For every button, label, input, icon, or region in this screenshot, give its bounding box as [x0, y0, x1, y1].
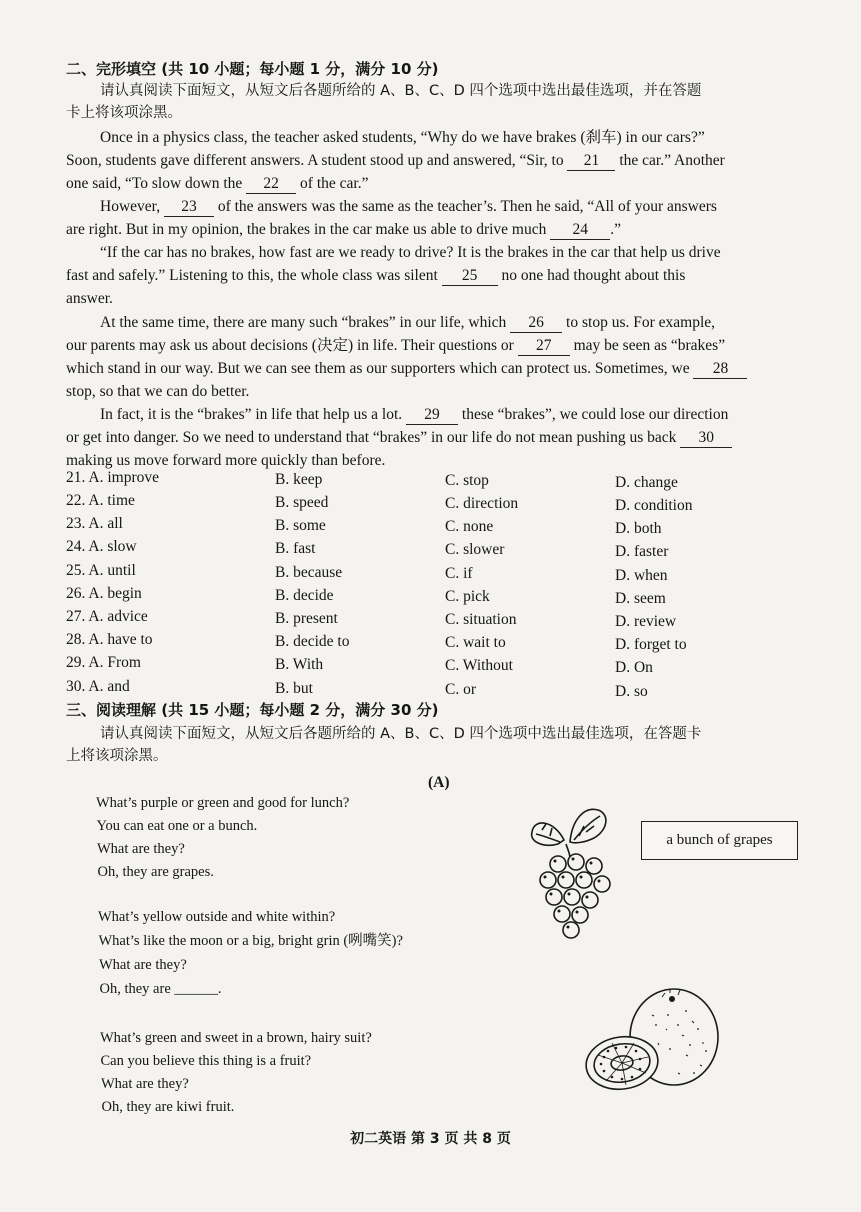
text: of the car.”	[300, 175, 369, 192]
poem-s3-line-3: What are they?	[101, 1076, 189, 1092]
blank-27: 27	[518, 337, 570, 356]
section2-title: 二、完形填空	[66, 60, 157, 78]
passage-line-4	[100, 195, 717, 218]
passage-line-6: “If the car has no brakes, how fast are we ready to drive? It is the brakes in the car that help us drive	[100, 244, 721, 261]
text: In fact, it is the “brakes” in life that help us a lot.	[100, 406, 403, 423]
option-22-d: D. condition	[615, 497, 693, 514]
text: these “brakes”, we could lose our direction	[461, 406, 729, 423]
option-30-c: C. or	[445, 681, 476, 698]
option-25-b: B. because	[275, 564, 343, 581]
grapes-icon	[524, 800, 624, 945]
section2-instruction-1: 请认真阅读下面短文，从短文后各题所给的 A、B、C、D 四个选项中选出最佳选项，并在答题	[100, 83, 702, 99]
poem-s1-line-1: What’s purple or green and good for lunch?	[96, 795, 350, 811]
blank-25: 25	[442, 267, 498, 286]
option-30-a: 30. A. and	[66, 678, 130, 695]
passage-line-5	[66, 218, 621, 241]
option-27-a: 27. A. advice	[66, 608, 148, 625]
text: However,	[100, 198, 161, 215]
part-a-label: (A)	[428, 774, 450, 791]
blank-22: 22	[246, 175, 296, 194]
option-26-c: C. pick	[445, 588, 490, 605]
option-27-d: D. review	[615, 613, 677, 630]
text: may be seen as “brakes”	[573, 337, 726, 354]
text: At the same time, there are many such “brakes” in our life, which	[100, 314, 507, 331]
option-22-c: C. direction	[445, 495, 519, 512]
option-25-d: D. when	[615, 567, 668, 584]
poem-s3-line-4: Oh, they are kiwi fruit.	[101, 1099, 235, 1115]
section3-note: (共 15 小题；每小题 2 分，满分 30 分)	[161, 701, 439, 719]
poem-s1-line-4: Oh, they are grapes.	[97, 864, 214, 880]
section2-note: (共 10 小题；每小题 1 分，满分 10 分)	[161, 60, 439, 78]
option-26-a: 26. A. begin	[66, 585, 142, 602]
blank-23: 23	[164, 198, 214, 217]
option-24-b: B. fast	[275, 540, 316, 557]
text: of the answers was the same as the teacher’s. Then he said, “All of your answers	[217, 198, 717, 215]
text: or get into danger. So we need to understand that “brakes” in our life do not mean pushing us back	[66, 429, 677, 446]
page-footer: 初二英语 第 3 页 共 8 页	[350, 1131, 511, 1147]
blank-24: 24	[550, 221, 610, 240]
option-24-c: C. slower	[445, 541, 505, 558]
option-23-a: 23. A. all	[66, 515, 123, 532]
option-21-d: D. change	[615, 474, 678, 491]
passage-line-11	[66, 357, 747, 380]
poem-s2-line-3: What are they?	[99, 957, 187, 973]
option-28-c: C. wait to	[445, 634, 506, 651]
section3-instruction-2: 上将该项涂黑。	[66, 748, 168, 764]
passage-line-2	[66, 149, 725, 172]
passage-line-12: stop, so that we can do better.	[66, 383, 250, 400]
grape-label-box: a bunch of grapes	[641, 821, 798, 860]
option-29-b: B. With	[275, 656, 324, 673]
section3-instruction-1: 请认真阅读下面短文，从短文后各题所给的 A、B、C、D 四个选项中选出最佳选项，在答题卡	[100, 726, 702, 742]
option-26-b: B. decide	[275, 587, 334, 604]
option-23-c: C. none	[445, 518, 494, 535]
option-23-b: B. some	[275, 517, 326, 534]
option-29-d: D. On	[615, 659, 653, 676]
section2-instruction-2: 卡上将该项涂黑。	[66, 105, 182, 121]
poem-s1-line-2: You can eat one or a bunch.	[96, 818, 258, 834]
section3-title: 三、阅读理解	[66, 701, 157, 719]
poem-s2-line-2: What’s like the moon or a big, bright grin (咧嘴笑)?	[98, 933, 403, 949]
option-25-c: C. if	[445, 565, 473, 582]
passage-line-9	[100, 311, 715, 334]
option-25-a: 25. A. until	[66, 562, 136, 579]
blank-29: 29	[406, 406, 458, 425]
text: our parents may ask us about decisions (决定) in life. Their questions or	[66, 337, 514, 354]
text: Soon, students gave different answers. A student stood up and answered, “Sir, to	[66, 152, 564, 169]
option-29-c: C. Without	[445, 657, 513, 674]
passage-line-10	[66, 334, 725, 357]
text: one said, “To slow down the	[66, 175, 243, 192]
blank-21: 21	[567, 152, 615, 171]
blank-26: 26	[510, 314, 562, 333]
passage-line-15: making us move forward more quickly than before.	[66, 452, 386, 469]
option-24-a: 24. A. slow	[66, 538, 137, 555]
passage-line-7	[66, 264, 685, 287]
section2-heading	[66, 58, 438, 81]
poem-s2-line-1: What’s yellow outside and white within?	[98, 909, 336, 925]
option-23-d: D. both	[615, 520, 662, 537]
section3-heading	[66, 699, 438, 722]
option-26-d: D. seem	[615, 590, 666, 607]
option-22-b: B. speed	[275, 494, 329, 511]
option-28-b: B. decide to	[275, 633, 350, 650]
text: .”	[610, 221, 622, 238]
option-22-a: 22. A. time	[66, 492, 135, 509]
option-27-c: C. situation	[445, 611, 517, 628]
passage-line-14	[66, 426, 732, 449]
poem-s2-line-4: Oh, they are ______.	[99, 981, 222, 997]
text: fast and safely.” Listening to this, the whole class was silent	[66, 267, 438, 284]
kiwi-fruit-icon	[582, 985, 722, 1100]
option-24-d: D. faster	[615, 543, 669, 560]
passage-line-13	[100, 403, 728, 426]
option-21-a: 21. A. improve	[66, 469, 159, 486]
option-30-b: B. but	[275, 680, 313, 697]
blank-28: 28	[693, 360, 747, 379]
option-28-d: D. forget to	[615, 636, 687, 653]
option-30-d: D. so	[615, 683, 648, 700]
blank-30: 30	[680, 429, 732, 448]
option-28-a: 28. A. have to	[66, 631, 153, 648]
option-21-c: C. stop	[445, 472, 489, 489]
option-21-b: B. keep	[275, 471, 323, 488]
poem-s3-line-1: What’s green and sweet in a brown, hairy suit?	[100, 1030, 372, 1046]
option-27-b: B. present	[275, 610, 338, 627]
text: no one had thought about this	[501, 267, 686, 284]
passage-line-8: answer.	[66, 290, 113, 307]
text: are right. But in my opinion, the brakes in the car make us able to drive much	[66, 221, 547, 238]
text: the car.” Another	[619, 152, 725, 169]
text: to stop us. For example,	[566, 314, 716, 331]
passage-line-1: Once in a physics class, the teacher asked students, “Why do we have brakes (刹车) in our cars?”	[100, 129, 705, 146]
option-29-a: 29. A. From	[66, 654, 141, 671]
poem-s3-line-2: Can you believe this thing is a fruit?	[100, 1053, 312, 1069]
poem-s1-line-3: What are they?	[97, 841, 185, 857]
passage-line-3	[66, 172, 368, 195]
text: which stand in our way. But we can see them as our supporters which can protect us. Sometimes, we	[66, 360, 690, 377]
